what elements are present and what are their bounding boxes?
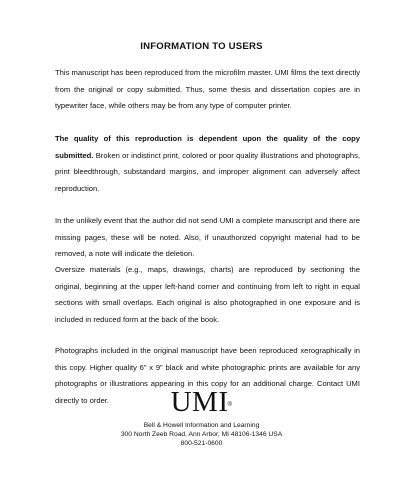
paragraph-microfilm-notice bbox=[55, 65, 360, 115]
paragraph-quality-notice bbox=[55, 131, 360, 197]
address-street: 300 North Zeeb Road, Ann Arbor, MI 48106-1346 USA bbox=[120, 431, 283, 438]
paragraph-bold-lead: The quality of this reproduction is dependent upon the quality of the copy submitted. bbox=[55, 134, 360, 160]
paragraph-oversize-notice bbox=[55, 262, 360, 328]
logo-text: UMI bbox=[170, 386, 229, 418]
paragraph-text: Oversize materials (e.g., maps, drawings, charts) are reproduced by sectioning the original, beginning at the upper left-hand corner and continuing from left to right in equal sections with small overlaps. Each original is also photographed in one exposure and is included in reduced form at the back of the book. bbox=[55, 265, 360, 324]
paragraph-text: This manuscript has been reproduced from the microfilm master. UMI films the text directly from the original or copy submitted. Thus, some thesis and dissertation copies are in typewriter face, while others may be from any type of computer printer. bbox=[55, 68, 360, 110]
page-title: INFORMATION TO USERS bbox=[140, 41, 263, 52]
paragraph-text: In the unlikely event that the author did not send UMI a complete manuscript and there are missing pages, these will be noted. Also, if unauthorized copyright material had to be removed, a note will indicate the deletion. bbox=[55, 216, 360, 258]
paragraph-text: Broken or indistinct print, colored or poor quality illustrations and photographs, print bleedthrough, substandard margins, and improper alignment can adversely affect reproduction. bbox=[55, 150, 360, 193]
address-company: Bell & Howell Information and Learning bbox=[143, 422, 260, 429]
address-phone: 800-521-0600 bbox=[180, 440, 223, 447]
umi-logo bbox=[0, 387, 403, 417]
registered-mark: ® bbox=[227, 402, 233, 408]
paragraph-missing-pages-notice bbox=[55, 213, 360, 263]
paragraph-text: Photographs included in the original manuscript have been reproduced xerographically in this copy. Higher quality 6" x 9" black and white photographic prints are available for any photographs or illustrations appearing in this copy for an additional charge. Contact UMI directly to order. bbox=[55, 346, 360, 405]
